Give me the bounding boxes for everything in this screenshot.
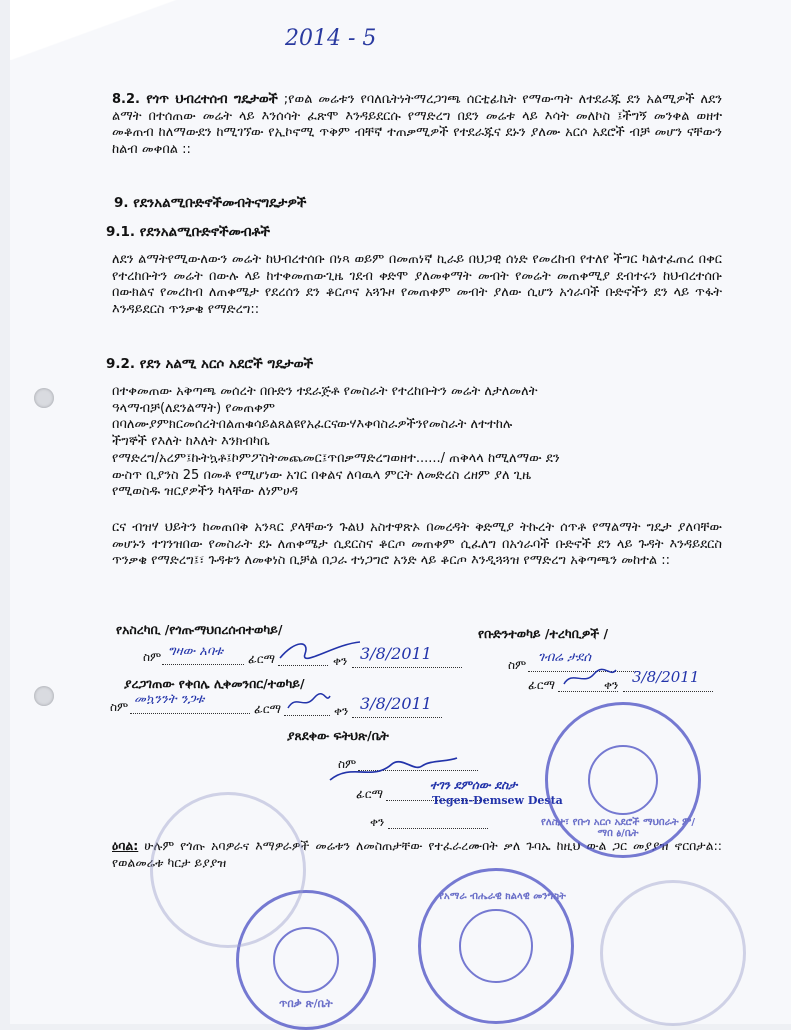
section-8-2-paragraph [112,92,722,158]
section-9-heading: 9. የደንአልሚቡድኖችመብትናግዴታዎች [114,195,307,211]
handover-sign-label: ፊርማ [248,652,276,666]
receiver-date-value: 3/8/2011 [632,668,700,686]
punch-hole-top [34,388,54,408]
receiver-name-value: ገብሬ ታደሰ [538,650,591,665]
section-9-2-line: በባለሙያምክርመሰረትበልጠቁሳይልጸልዩየአፈርናውሃእቀባስራዎችንየመስራት ለተተከሉ [112,417,513,433]
court-sign-label: ፊርማ [356,787,384,801]
handover-date-line [352,667,462,668]
court-signer-name-amh: ተገን ደምሰው ደስታ [430,778,518,792]
verifier-date-label: ቀን [334,704,349,718]
handover-name-value: ግዛው አባቱ [168,644,224,659]
court-date-label: ቀን [370,815,385,829]
verifier-name-label: ስም [110,700,129,714]
section-9-2-list [112,384,722,501]
handover-signature-icon [275,636,365,664]
cooperative-stamp-text: የለስታ፣ የቡጎ አርሶ አደሮች ማህበራት ም/ማበ ፅ/ቤት [540,817,696,839]
page-corner-fold [10,0,210,60]
verifier-date-value: 3/8/2011 [360,694,432,713]
court-signer-name-en: Tegen-Demsew Desta [432,794,563,807]
handover-sign-line [278,665,328,666]
section-9-2-line: በተቀመጠው አቅጣጫ መሰረት በቡድን ተደራጅቶ የመስራት የተረከቡትን መሬት ለታለመለት [112,384,538,399]
receiver-date-label: ቀን [604,678,619,692]
section-8-2-heading: 8.2. የጎጥ ህብረተሰብ ግዴታወች [112,92,278,107]
section-9-2-line: ዓላማብቻ(ለደንልማት) የመጠቀም [112,400,276,416]
section-9-2-text2: ርና ብዝሃ ህይትን ከመጠበቅ አንጻር ያላቸውን ጉልህ አስተዋጽኦ በመረዳት ቅድሚያ ትኩረት ሰጥቶ የማልማት ግዴታ ያለባቸው መሆኑን ተገንዝበው የመስራት ደኑ ለጠቀሜታ ሲደርስና ቆርጦ መጠቀም ሲፈለግ በአጎራባች ቡድኖች ደን ላይ ጉዳት እንዳይደርስ ጥንቃቄ የማድረግ፤፣ ጉዳቱን ለመቀነስ ቢቻል በጋራ ተነጋግሮ አንድ ላይ ቆርጦ እንዲጓጓዝ የማድረግ አቅጣጫን መከተል :: [112,520,722,568]
handover-date-value: 3/8/2011 [360,644,432,663]
verifier-name-value: መኳንንት ንጋቱ [134,692,205,707]
receiver-heading: የቡድንተወካይ /ተረካቢዎች / [478,626,609,641]
section-9-2-line: የማድረግ/አረም፤ኩትኳቶ፤ኮምፖስትመጨመር፤ጥበቃማድረግወዘተ....../ ጠቅላላ ከሚለማው ደን [112,450,560,466]
receiver-date-line [623,691,713,692]
handover-name-label: ስም [143,650,162,664]
section-9-2-line: ችግኞች የእለት ከእለት እንክብካቤ [112,434,270,450]
court-heading: ያጸደቀው ፍትህጽ/ቤት [287,728,389,743]
verifier-heading: ያረጋገጠው የቀበሌ ሊቀመንበር/ተወካይ/ [124,676,305,691]
receiver-sign-label: ፊርማ [528,678,556,692]
handwritten-reference: 2014 - 5 [285,26,377,51]
section-9-2-line: የሚወስዱ ዝርያዎችን ካላቸው ለነምሀዳ [112,484,298,500]
verifier-name-line [130,713,250,714]
handover-heading: የአስረካቢ /የጎጡማህበረሰብተወካይ/ [116,622,283,637]
regional-stamp-text: የአማራ ብሔራዊ ክልላዊ መንግስት [439,891,566,902]
punch-hole-bottom [34,686,54,706]
section-9-1-heading: 9.1. የደንአልሚቡድኖችመብቶች [106,224,271,240]
verifier-date-line [352,717,442,718]
court-date-line [388,828,488,829]
court-name-label: ስም [338,757,357,771]
handover-name-line [162,664,244,665]
office-stamp-text: ጥበቃ ጽ/ቤት [279,997,333,1010]
verifier-sign-line [284,715,330,716]
receiver-name-label: ስም [508,658,527,672]
section-8-2-text: ;የወል መሬቱን የባለቤትነትማረጋገጫ ሰርቲፊኬት የማውጣት ለተደራጁ ደን አልሚዎች ለደን ልማት በተሰጠው መሬት ላይ እንሰሳት ፈጽሞ እንዳይደርሱ የማድረግ በደን መሬቱ ላይ እሳት መለኮስ ፤ችግኝ መንቀል ወዘተ መቆጠብ ከለማውደን ከሚገኘው የኢኮኖሚ ጥቅም ብቸኛ ተጠቃሚዎች የተደራጁና ደኑን ያለሙ አርሶ አደሮች ብቻ መሆን ናቸውን ከልብ መቀበል :: [112,92,723,157]
section-9-2-heading: 9.2. የደን አልሚ አርሶ አደሮች ግዴታወች [106,356,314,372]
section-9-1-text: ለደን ልማትየሚውለውን መሬት ከህብረተሰቡ በነጻ ወይም በመጠነኛ ኪራይ በህጋዊ ሰነድ የመረከብ የተለየ ችግር ካልተፈጠረ በቀር የተረከቡትን መሬት በውሉ ላይ ከተቀመጠውጊዜ ገደብ ቀድሞ ያለመቀማት መብት የመሬት መጠቀሚያ ደብተሩን ከህብረተሰቡ በውክልና የመረከብ ለጠቀሜታ የደረሰን ደን ቆርጦና አጓጉዞ የመጠቀም መብት ያለው ሲሆን አጎራባች ቡድኖችን ደን ላይ ጥፋት እንዳይደርስ ጥንቃቄ የማድረግ:: [112,252,722,317]
cooperative-stamp [540,702,701,858]
note-label: ዕባል: [112,838,139,853]
handover-date-label: ቀን [333,654,348,668]
faint-stamp-left [150,792,306,948]
verifier-sign-label: ፊርማ [254,702,282,716]
faint-stamp-right [600,880,746,1026]
note-text: ሁሉም የጎጡ አባዎራና እማዎራዎች መሬቱን ለመስጠታቸው የተፈራረሙበት ቃለ ጉባኤ ከዚህ ውል ጋር መያያዝ ኖርበታል:: የወልመሬቱ ካርታ ይያያዝ [112,838,722,870]
section-9-2-line: ውስጥ ቢያንስ 25 በመቶ የሚሆነው አገር በቀልና ለባዉላ ምርት ለመድረስ ረዘም ያለ ጊዜ [112,467,531,483]
regional-government-stamp [418,868,574,1024]
verifier-signature-icon [284,690,334,714]
